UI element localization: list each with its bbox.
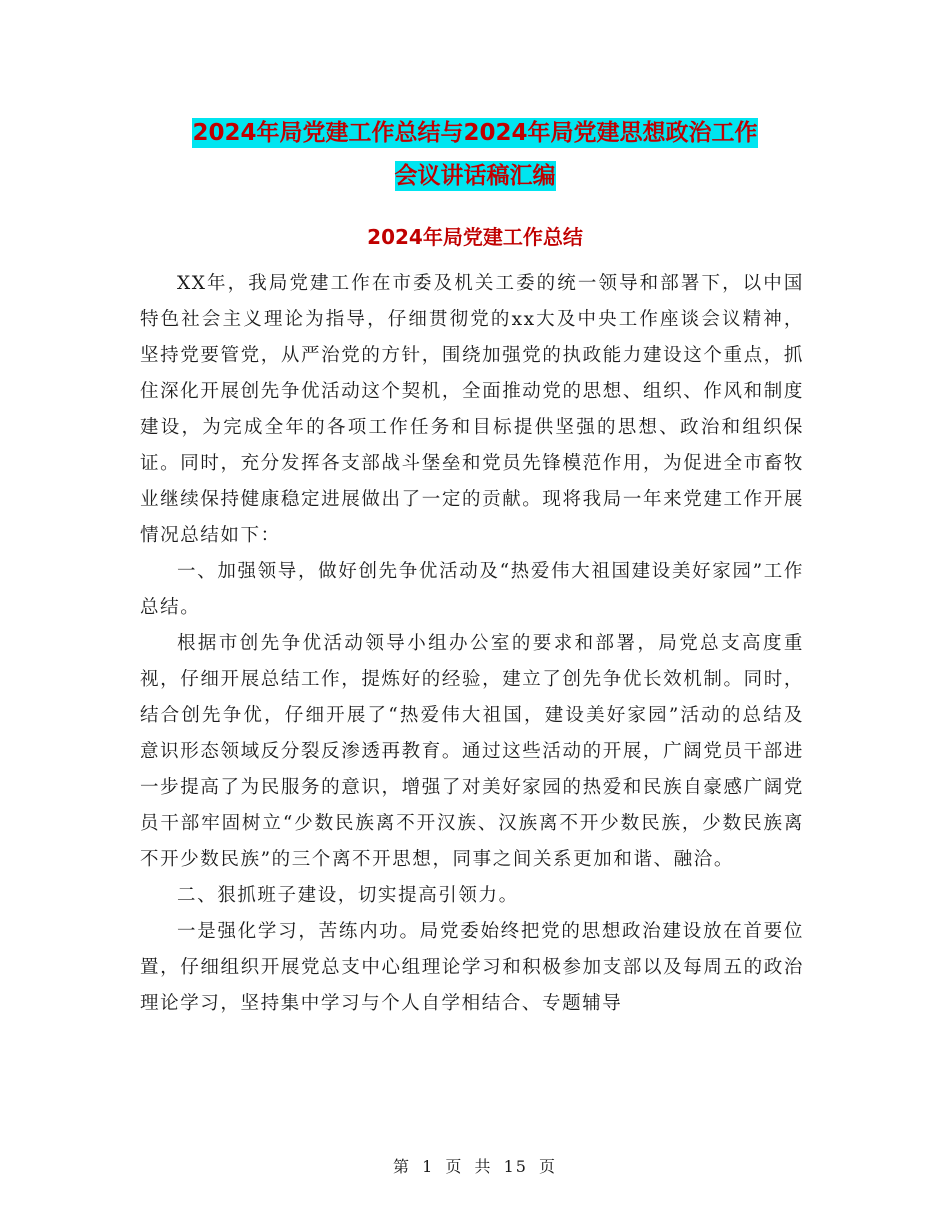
footer-page-current: 1 <box>422 1157 435 1176</box>
document-title-line-1: 2024年局党建工作总结与2024年局党建思想政治工作 <box>192 120 758 146</box>
section-title: 2024年局党建工作总结 <box>367 225 583 249</box>
document-title-line-2: 会议讲话稿汇编 <box>394 163 556 189</box>
footer-suffix: 页 <box>539 1157 558 1176</box>
paragraph-heading-1: 一、加强领导，做好创先争优活动及“热爱伟大祖国建设美好家园”工作总结。 <box>140 561 804 618</box>
footer-page-total: 15 <box>503 1157 528 1176</box>
page-footer <box>0 1156 950 1178</box>
document-body <box>140 266 804 1022</box>
paragraph-study: 一是强化学习，苦练内功。局党委始终把党的思想政治建设放在首要位置，仔细组织开展党总支中心组理论学习和积极参加支部以及每周五的政治理论学习，坚持集中学习与个人自学相结合、专题辅导 <box>140 921 804 1014</box>
paragraph-intro: XX年，我局党建工作在市委及机关工委的统一领导和部署下，以中国特色社会主义理论为指导，仔细贯彻党的xx大及中央工作座谈会议精神，坚持党要管党，从严治党的方针，围绕加强党的执政能力建设这个重点，抓住深化开展创先争优活动这个契机，全面推动党的思想、组织、作风和制度建设，为完成全年的各项工作任务和目标提供坚强的思想、政治和组织保证。同时，充分发挥各支部战斗堡垒和党员先锋模范作用，为促进全市畜牧业继续保持健康稳定进展做出了一定的贡献。现将我局一年来党建工作开展情况总结如下： <box>140 273 804 546</box>
document-title <box>100 112 850 198</box>
footer-page-word: 页 <box>445 1157 464 1176</box>
footer-total-word: 共 <box>474 1157 493 1176</box>
paragraph-activity-summary: 根据市创先争优活动领导小组办公室的要求和部署，局党总支高度重视，仔细开展总结工作，提炼好的经验，建立了创先争优长效机制。同时，结合创先争优，仔细开展了“热爱伟大祖国，建设美好家园”活动的总结及意识形态领域反分裂反渗透再教育。通过这些活动的开展，广阔党员干部进一步提高了为民服务的意识，增强了对美好家园的热爱和民族自豪感广阔党员干部牢固树立“少数民族离不开汉族、汉族离不开少数民族，少数民族离不开少数民族”的三个离不开思想，同事之间关系更加和谐、融洽。 <box>140 633 804 870</box>
paragraph-heading-2: 二、狠抓班子建设，切实提高引领力。 <box>177 885 519 906</box>
footer-prefix: 第 <box>392 1157 411 1176</box>
